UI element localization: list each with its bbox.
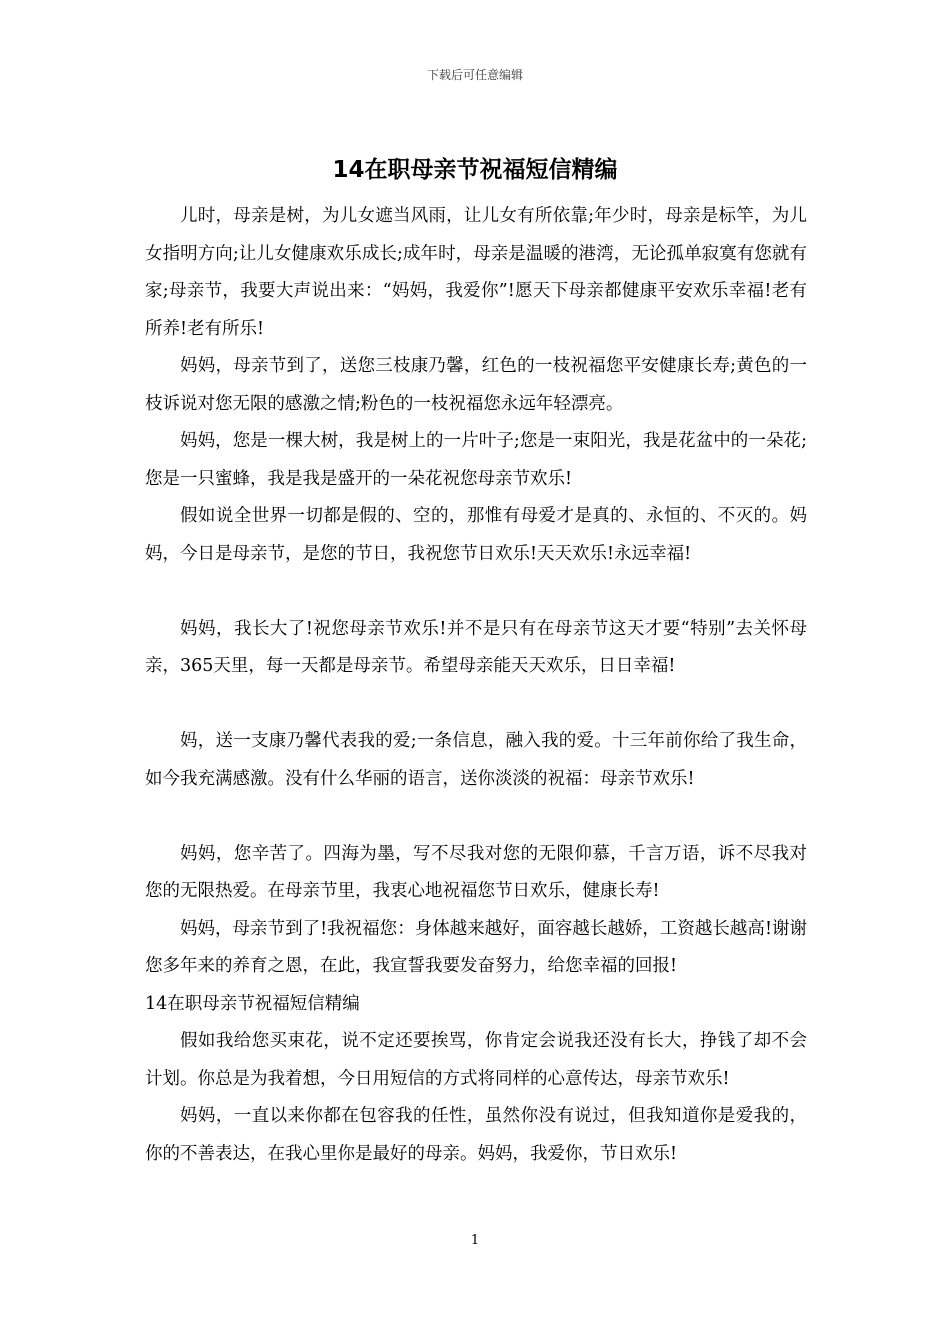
paragraph-3: 妈妈，您是一棵大树，我是树上的一片叶子;您是一束阳光，我是花盆中的一朵花;您是一只蜜蜂，我是我是盛开的一朵花祝您母亲节欢乐! xyxy=(145,431,807,489)
paragraph-9: 假如我给您买束花，说不定还要挨骂，你肯定会说我还没有长大，挣钱了却不会计划。你总是为我着想，今日用短信的方式将同样的心意传达，母亲节欢乐! xyxy=(145,1031,807,1089)
paragraph-6: 妈，送一支康乃馨代表我的爱;一条信息，融入我的爱。十三年前你给了我生命，如今我充满感激。没有什么华丽的语言，送你淡淡的祝福：母亲节欢乐! xyxy=(145,731,807,789)
spacer xyxy=(145,798,807,836)
paragraph-10: 妈妈，一直以来你都在包容我的任性，虽然你没有说过，但我知道你是爱我的，你的不善表达，在我心里你是最好的母亲。妈妈，我爱你，节日欢乐! xyxy=(145,1106,807,1164)
paragraph-5: 妈妈，我长大了!祝您母亲节欢乐!并不是只有在母亲节这天才要“特别”去关怀母亲，365天里，每一天都是母亲节。希望母亲能天天欢乐，日日幸福! xyxy=(145,618,807,676)
spacer xyxy=(145,573,807,611)
paragraph-8: 妈妈，母亲节到了!我祝福您：身体越来越好，面容越长越娇，工资越长越高!谢谢您多年来的养育之恩，在此，我宣誓我要发奋努力，给您幸福的回报! xyxy=(145,918,807,976)
paragraph-1: 儿时，母亲是树，为儿女遮当风雨，让儿女有所依靠;年少时，母亲是标竿，为儿女指明方向;让儿女健康欢乐成长;成年时，母亲是温暖的港湾，无论孤单寂寞有您就有家;母亲节，我要大声说出来：“妈妈，我爱你”!愿天下母亲都健康平安欢乐幸福!老有所养!老有所乐! xyxy=(145,206,807,339)
document-body xyxy=(145,198,807,1173)
spacer xyxy=(145,686,807,724)
paragraph-7: 妈妈，您辛苦了。四海为墨，写不尽我对您的无限仰慕，千言万语，诉不尽我对您的无限热爱。在母亲节里，我衷心地祝福您节日欢乐，健康长寿! xyxy=(145,843,807,901)
header-note: 下载后可任意编辑 xyxy=(426,68,523,82)
section-heading: 14在职母亲节祝福短信精编 xyxy=(145,993,360,1014)
document-title: 14在职母亲节祝福短信精编 xyxy=(332,157,618,183)
page-number: 1 xyxy=(470,1233,480,1248)
paragraph-4: 假如说全世界一切都是假的、空的，那惟有母爱才是真的、永恒的、不灭的。妈妈，今日是母亲节，是您的节日，我祝您节日欢乐!天天欢乐!永远幸福! xyxy=(145,506,807,564)
paragraph-2: 妈妈，母亲节到了，送您三枝康乃馨，红色的一枝祝福您平安健康长寿;黄色的一枝诉说对您无限的感激之情;粉色的一枝祝福您永远年轻漂亮。 xyxy=(145,356,807,414)
